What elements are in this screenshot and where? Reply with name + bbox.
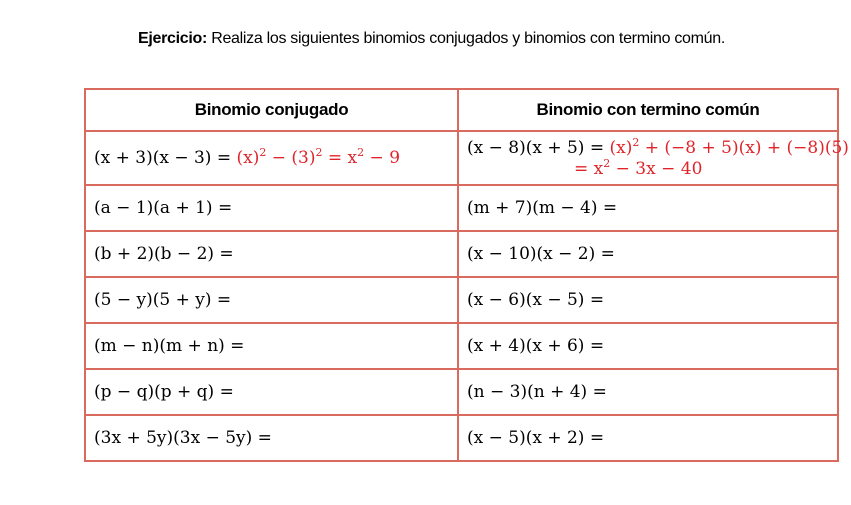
comun-cell: (x − 10)(x − 2) = xyxy=(458,231,838,277)
example-comun-line2: = $x^2 - 3x - 40$ xyxy=(574,157,703,179)
table-row xyxy=(85,277,838,323)
exercise-instructions xyxy=(138,30,725,48)
comun-cell: (x + 4)(x + 6) = xyxy=(458,323,838,369)
example-conjugado-answer: $(x)^2 - (3)^2 = x^2 - 9$ xyxy=(236,146,401,168)
example-comun-cell xyxy=(458,131,849,185)
comun-cell: (x − 5)(x + 2) = xyxy=(458,415,838,461)
conjugado-cell: (b + 2)(b − 2) = xyxy=(85,231,458,277)
table-row xyxy=(85,323,838,369)
conjugado-cell: (3x + 5y)(3x − 5y) = xyxy=(85,415,458,461)
example-conjugado-cell xyxy=(85,131,458,185)
table-row xyxy=(85,231,838,277)
example-row xyxy=(85,131,838,185)
comun-cell: (n − 3)(n + 4) = xyxy=(458,369,838,415)
table-row xyxy=(85,185,838,231)
conjugado-cell: (5 − y)(5 + y) = xyxy=(85,277,458,323)
comun-cell: (x − 6)(x − 5) = xyxy=(458,277,838,323)
exercise-text: Realiza los siguientes binomios conjugados y binomios con termino común. xyxy=(211,30,725,47)
comun-cell: (m + 7)(m − 4) = xyxy=(458,185,838,231)
header-binomio-comun: Binomio con termino común xyxy=(458,89,838,131)
example-conjugado-prefix: (x + 3)(x − 3) = xyxy=(94,148,237,168)
conjugado-cell: (a − 1)(a + 1) = xyxy=(85,185,458,231)
header-binomio-conjugado: Binomio conjugado xyxy=(85,89,458,131)
example-comun-line1: $(x - 8)(x + 5) = (x)^2 + (-8 + 5)(x) + (-8)(5)$ xyxy=(467,136,849,158)
table-header-row xyxy=(85,89,838,131)
table-row xyxy=(85,415,838,461)
table-row xyxy=(85,369,838,415)
conjugado-cell: (p − q)(p + q) = xyxy=(85,369,458,415)
conjugado-cell: (m − n)(m + n) = xyxy=(85,323,458,369)
exercise-table xyxy=(84,88,849,462)
exercise-label: Ejercicio: xyxy=(138,30,208,47)
